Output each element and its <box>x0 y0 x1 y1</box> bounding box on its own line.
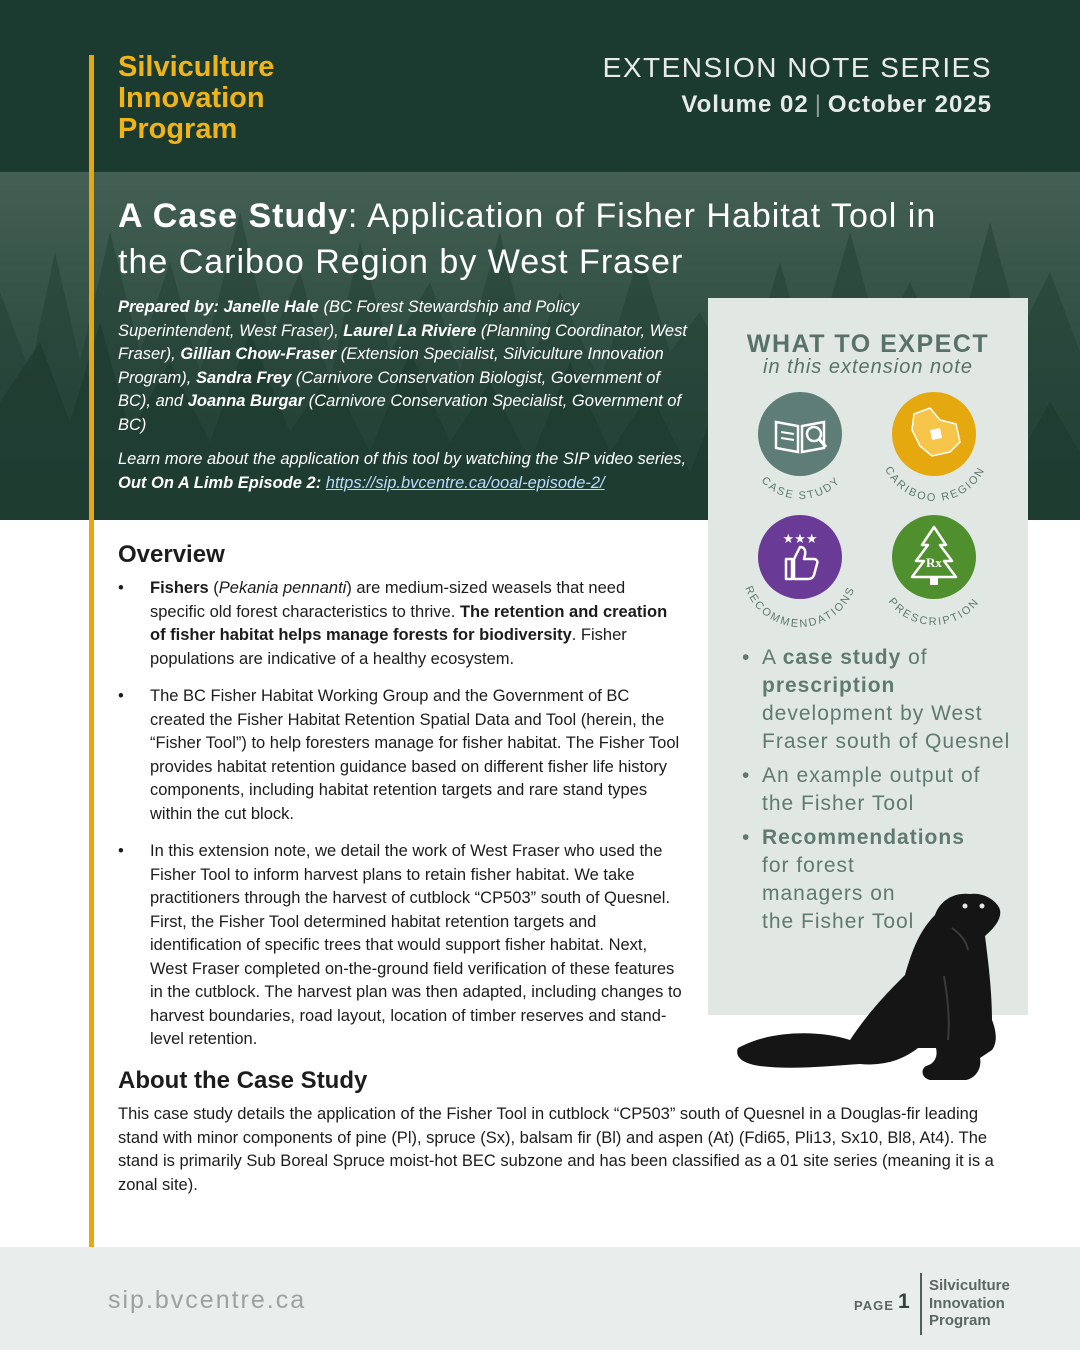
rx-symbol: Rx <box>926 555 942 570</box>
page-label: PAGE <box>854 1298 894 1313</box>
author-role: (BC Forest Stewardship and Policy Superintendent, West Fraser), <box>118 298 580 340</box>
program-line-2: Innovation <box>118 82 265 114</box>
author-name: Joanna Burgar <box>187 392 305 410</box>
stars-icon: ★★★ <box>782 532 818 547</box>
author-credits <box>118 296 688 437</box>
panel-subtitle: in this extension note <box>763 356 973 378</box>
author-name: Gillian Chow-Fraser <box>180 345 337 363</box>
page-number: 1 <box>898 1290 910 1313</box>
fisher-illustration <box>730 880 1010 1090</box>
document-title <box>118 193 978 285</box>
about-heading: About the Case Study <box>118 1067 368 1094</box>
cariboo-region-label: CARIBOO REGION <box>882 464 988 505</box>
video-link[interactable]: https://sip.bvcentre.ca/ooal-episode-2/ <box>325 473 605 492</box>
program-line-3: Program <box>118 113 238 145</box>
case-study-label: CASE STUDY <box>758 474 844 503</box>
overview-heading: Overview <box>118 541 225 568</box>
learn-more-text: Learn more about the application of this tool by watching the SIP video series, <box>118 450 687 468</box>
footer-divider <box>920 1273 922 1335</box>
issue-separator: | <box>814 91 822 118</box>
author-name: Laurel La Riviere <box>343 321 477 340</box>
expect-emphasis: prescription <box>762 674 896 697</box>
author-role: (Carnivore Conservation Specialist, Government of BC) <box>118 392 682 434</box>
footer-logo-line: Innovation <box>929 1294 1005 1312</box>
video-series-name: Out On A Limb Episode 2 <box>118 473 316 492</box>
program-line-1: Silviculture <box>118 51 275 83</box>
expect-text: for forest managers on the Fisher Tool <box>762 854 915 933</box>
svg-text:PRESCRIPTION <box>886 596 982 628</box>
prescription-icon <box>870 513 1000 638</box>
issue-date: October 2025 <box>827 91 992 118</box>
expect-item <box>742 644 1012 756</box>
about-paragraph: This case study details the application of the Fisher Tool in cutblock “CP503” south of Quesnel in a Douglas-fir leading stand with minor components of pine (Pl), spruce (Sx), balsam fir (Bl) and aspen (At) (Fdi65, Pli13, Sx10, Bl8, At4). The stand is primarily Sub Boreal Spruce moist-hot BEC subzone and has been classified as a 01 site series (meaning it is a zonal site). <box>118 1105 994 1194</box>
svg-text:CASE STUDY <box>759 474 843 502</box>
case-study-badge <box>736 390 866 510</box>
bullet-emphasis: Fishers <box>150 579 209 597</box>
recommendations-label: RECOMMENDATIONS <box>742 584 858 631</box>
learn-more-colon: : <box>315 473 326 492</box>
author-role: (Extension Specialist, Silviculture Innovation Program), <box>118 345 664 387</box>
bullet-text: . Fisher populations are indicative of a healthy ecosystem. <box>150 626 627 668</box>
issue-line <box>681 91 992 119</box>
prescription-label: PRESCRIPTION <box>885 595 983 629</box>
site-url[interactable]: sip.bvcentre.ca <box>108 1286 307 1314</box>
expect-emphasis: case study <box>782 646 902 669</box>
overview-list <box>118 577 682 1066</box>
volume-label: Volume 02 <box>681 91 809 118</box>
prepared-by-label: Prepared by: <box>118 298 224 316</box>
bullet-emphasis: The retention and creation of fisher habitat helps manage forests for biodiversity <box>150 602 668 644</box>
overview-bullet: • In this extension note, we detail the work of West Fraser who used the Fisher Tool to inform harvest plans to retain fisher habitat. We take practitioners through the harvest of cutblock “CP503” south of Quesnel. First, the Fisher Tool determined habitat retention targets and identification of specific trees that would support fisher habitat. Next, West Fraser completed on-the-ground field verification of these features in the cutblock. The harvest plan was then adapted, including changes to harvest boundaries, road layout, location of timber reserves and stand-level retention. <box>118 840 682 1052</box>
cariboo-region-badge <box>870 390 1000 510</box>
program-logo-text <box>118 52 378 145</box>
overview-bullet: • The BC Fisher Habitat Working Group and the Government of BC created the Fisher Habitat Retention Spatial Data and Tool (herein, the “Fisher Tool”) to help foresters manage for fisher habitat. The Fisher Tool provides habitat retention guidance based on different fisher life history components, including habitat retention targets and rare stand types within the cut block. <box>118 685 682 826</box>
case-study-icon <box>736 390 866 510</box>
overview-bullet <box>118 577 682 671</box>
title-colon: : <box>347 197 359 235</box>
expect-text: A <box>762 646 783 669</box>
author-role: (Planning Coordinator, West Fraser), <box>118 321 687 363</box>
cariboo-region-icon <box>870 390 1000 510</box>
author-name: Janelle Hale <box>223 298 319 316</box>
expect-emphasis: Recommendations <box>762 826 965 849</box>
prescription-badge <box>870 513 1000 633</box>
footer-logo-line: Program <box>929 1312 991 1329</box>
series-label: EXTENSION NOTE SERIES <box>602 52 992 83</box>
author-role: (Carnivore Conservation Biologist, Government of BC), and <box>118 368 660 410</box>
bullet-text: ( <box>208 579 219 597</box>
expect-item <box>742 762 1012 818</box>
footer-logo-line: Silviculture <box>929 1277 1010 1294</box>
bullet-text: ) are medium-sized weasels that need specific old forest characteristics to thrive. <box>150 579 626 621</box>
accent-rule <box>89 55 94 1313</box>
expect-text: An example output of the Fisher Tool <box>762 764 981 815</box>
panel-title: WHAT TO EXPECT <box>746 330 990 358</box>
title-rest: Application of Fisher Habitat Tool in the Cariboo Region by West Fraser <box>118 197 937 281</box>
expect-text: of <box>901 646 928 669</box>
footer-logo <box>929 1277 1010 1330</box>
author-name: Sandra Frey <box>195 368 292 387</box>
expect-text: development by West Fraser south of Quesnel <box>762 702 1011 753</box>
title-lead: A Case Study <box>118 197 348 235</box>
recommendations-icon <box>736 513 866 638</box>
species-name: Pekania pennanti <box>218 579 347 597</box>
recommendations-badge <box>736 513 866 633</box>
learn-more-note <box>118 448 698 495</box>
